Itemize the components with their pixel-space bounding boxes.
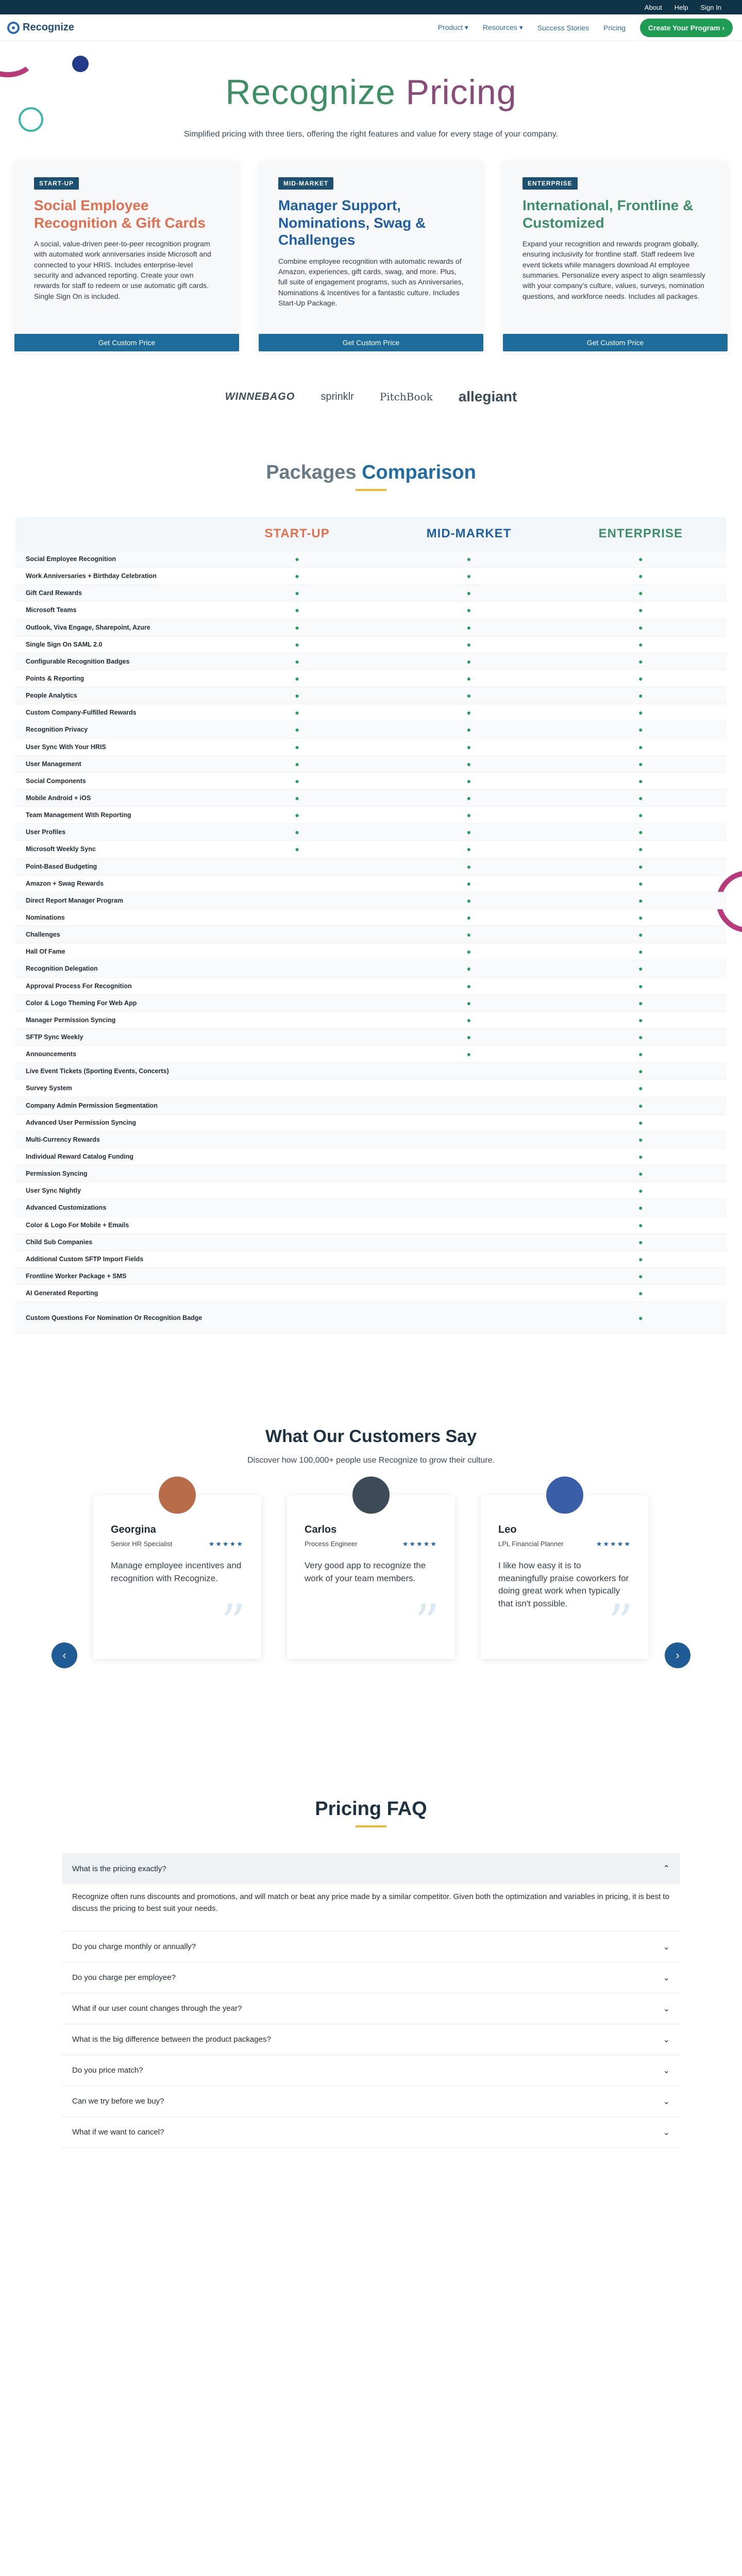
faq-title: Pricing FAQ xyxy=(315,1798,427,1820)
check-dot-icon: ● xyxy=(638,1084,643,1093)
check-dot-icon: ● xyxy=(466,742,471,751)
check-dot-icon: ● xyxy=(466,555,471,564)
testimonial-quote: Manage employee incentives and recognition with Recognize. xyxy=(111,1561,242,1583)
check-dot-icon: ● xyxy=(295,674,299,683)
table-row xyxy=(15,1080,727,1097)
avatar xyxy=(544,1475,585,1516)
carousel-prev-button[interactable]: ‹ xyxy=(52,1642,77,1668)
pricing-tiers xyxy=(0,161,742,351)
table-row xyxy=(15,790,727,807)
feature-name: Announcements xyxy=(26,1050,76,1058)
check-dot-icon: ● xyxy=(295,691,299,700)
main-nav xyxy=(0,14,742,41)
chevron-down-icon: ⌄ xyxy=(663,2004,670,2013)
check-dot-icon: ● xyxy=(295,623,299,632)
check-dot-icon: ● xyxy=(638,811,643,820)
check-dot-icon: ● xyxy=(466,896,471,905)
check-dot-icon: ● xyxy=(638,1135,643,1144)
check-dot-icon: ● xyxy=(638,1313,643,1322)
check-dot-icon: ● xyxy=(466,725,471,734)
table-row xyxy=(15,756,727,773)
faq-question-text: Do you price match? xyxy=(72,2066,143,2075)
table-row xyxy=(15,670,727,687)
recognize-logo[interactable] xyxy=(7,22,74,34)
check-dot-icon: ● xyxy=(638,1255,643,1263)
utility-bar xyxy=(0,0,742,14)
check-dot-icon: ● xyxy=(638,913,643,922)
get-custom-price-button[interactable]: Get Custom Price xyxy=(503,334,728,351)
check-dot-icon: ● xyxy=(638,828,643,837)
check-dot-icon: ● xyxy=(466,623,471,632)
tier-badge: START-UP xyxy=(34,177,79,190)
check-dot-icon: ● xyxy=(638,930,643,939)
feature-name: Configurable Recognition Badges xyxy=(26,657,130,665)
rating-stars: ★★★★★ xyxy=(208,1540,244,1548)
table-row xyxy=(15,602,727,619)
check-dot-icon: ● xyxy=(466,930,471,939)
check-dot-icon: ● xyxy=(638,623,643,632)
table-row xyxy=(15,978,727,995)
check-dot-icon: ● xyxy=(638,1289,643,1298)
faq-question-text: Do you charge per employee? xyxy=(72,1973,176,1982)
check-dot-icon: ● xyxy=(638,572,643,581)
check-dot-icon: ● xyxy=(466,879,471,888)
check-dot-icon: ● xyxy=(638,708,643,717)
check-dot-icon: ● xyxy=(466,776,471,785)
table-row xyxy=(15,1199,727,1216)
table-row xyxy=(15,875,727,892)
tier-card xyxy=(503,161,728,351)
feature-name: Frontline Worker Package + SMS xyxy=(26,1272,127,1280)
check-dot-icon: ● xyxy=(638,589,643,598)
quote-mark-icon: ” xyxy=(414,1594,440,1652)
check-dot-icon: ● xyxy=(638,1118,643,1127)
check-dot-icon: ● xyxy=(295,657,299,666)
feature-name: Point-Based Budgeting xyxy=(26,862,97,870)
client-logo-winnebago: WINNEBAGO xyxy=(225,391,295,402)
check-dot-icon: ● xyxy=(638,964,643,973)
chevron-down-icon: ⌄ xyxy=(663,2035,670,2044)
feature-name: Recognition Privacy xyxy=(26,726,88,734)
check-dot-icon: ● xyxy=(466,913,471,922)
check-dot-icon: ● xyxy=(638,691,643,700)
faq-question-text: Can we try before we buy? xyxy=(72,2097,164,2106)
table-row xyxy=(15,1131,727,1148)
check-dot-icon: ● xyxy=(466,964,471,973)
feature-name: Social Employee Recognition xyxy=(26,555,116,563)
faq-question[interactable] xyxy=(62,1993,680,2024)
nav-pricing[interactable]: Pricing xyxy=(603,23,626,32)
col-enterprise: ENTERPRISE xyxy=(598,527,683,540)
check-dot-icon: ● xyxy=(638,1170,643,1178)
table-row xyxy=(15,619,727,636)
check-dot-icon: ● xyxy=(466,1033,471,1041)
feature-name: Microsoft Teams xyxy=(26,606,77,614)
faq-question-text: Do you charge monthly or annually? xyxy=(72,1942,196,1952)
feature-name: Microsoft Weekly Sync xyxy=(26,845,96,853)
table-row xyxy=(15,739,727,756)
tier-description: A social, value-driven peer-to-peer recognition program with automated work anniversaries inside Microsoft and connected to your HRIS. Includes enterprise-level security and advanced reporting. Create your own rewards for staff to redeem or use automatic gift cards. Single Sign On is included. xyxy=(34,240,211,300)
table-row xyxy=(15,636,727,653)
comparison-table xyxy=(15,517,727,1334)
feature-name: Direct Report Manager Program xyxy=(26,896,123,904)
check-dot-icon: ● xyxy=(295,708,299,717)
table-row xyxy=(15,773,727,790)
check-dot-icon: ● xyxy=(638,674,643,683)
faq-question[interactable] xyxy=(62,2086,680,2117)
check-dot-icon: ● xyxy=(295,828,299,837)
faq-question-text: What if we want to cancel? xyxy=(72,2128,164,2137)
check-dot-icon: ● xyxy=(295,589,299,598)
reviewer-role: LPL Financial Planner xyxy=(498,1540,564,1548)
faq-question-text: What if our user count changes through the year? xyxy=(72,2004,242,2013)
tier-card xyxy=(259,161,483,351)
chevron-down-icon: ⌄ xyxy=(663,2128,670,2137)
check-dot-icon: ● xyxy=(466,828,471,837)
rating-stars: ★★★★★ xyxy=(596,1540,631,1548)
faq-question-text: What is the pricing exactly? xyxy=(72,1864,166,1873)
table-row xyxy=(15,653,727,670)
table-row xyxy=(15,1012,727,1029)
tier-description: Expand your recognition and rewards program globally, ensuring inclusivity for frontline staff. Staff redeem live event tickets while managers download AI employee summaries. Personalize every aspect to align seamlessly with your company's culture, values, surveys, nomination questions, and workforce needs. Includes all packages. xyxy=(522,240,705,300)
table-row xyxy=(15,858,727,875)
check-dot-icon: ● xyxy=(466,691,471,700)
client-logo-pitchbook: PitchBook xyxy=(379,391,433,403)
feature-name: Social Components xyxy=(26,777,86,785)
check-dot-icon: ● xyxy=(638,606,643,615)
faq-question[interactable] xyxy=(62,1931,680,1962)
hero-section xyxy=(0,41,742,139)
feature-name: Outlook, Viva Engage, Sharepoint, Azure xyxy=(26,623,150,631)
check-dot-icon: ● xyxy=(638,1050,643,1059)
reviewer-role: Process Engineer xyxy=(305,1540,358,1548)
page-title: Recognize Pricing xyxy=(225,73,517,112)
reviewer-name: Carlos xyxy=(305,1524,337,1536)
table-row xyxy=(15,568,727,585)
check-dot-icon: ● xyxy=(466,845,471,854)
faq-title-underline xyxy=(356,1825,386,1827)
table-row xyxy=(15,1234,727,1251)
title-underline xyxy=(356,489,386,491)
check-dot-icon: ● xyxy=(638,640,643,649)
col-midmarket: MID-MARKET xyxy=(426,527,512,540)
table-row xyxy=(15,1114,727,1131)
chevron-down-icon: ⌄ xyxy=(663,2066,670,2075)
chevron-up-icon: ⌃ xyxy=(663,1865,670,1874)
check-dot-icon: ● xyxy=(638,555,643,564)
tier-badge: ENTERPRISE xyxy=(522,177,578,190)
table-row xyxy=(15,960,727,977)
check-dot-icon: ● xyxy=(638,725,643,734)
deco-dot-navy xyxy=(72,56,89,72)
check-dot-icon: ● xyxy=(466,759,471,768)
table-row xyxy=(15,1268,727,1285)
feature-name: Custom Questions For Nomination Or Recognition Badge xyxy=(26,1314,203,1321)
faq-question[interactable] xyxy=(62,2117,680,2148)
check-dot-icon: ● xyxy=(638,896,643,905)
reviewer-role: Senior HR Specialist xyxy=(111,1540,173,1548)
reviewer-meta xyxy=(111,1540,244,1548)
tier-card xyxy=(14,161,239,351)
table-row xyxy=(15,841,727,858)
faq-list xyxy=(62,1853,680,2148)
reviewer-name: Georgina xyxy=(111,1524,156,1536)
check-dot-icon: ● xyxy=(638,759,643,768)
table-row xyxy=(15,943,727,960)
feature-name: Points & Reporting xyxy=(26,675,85,683)
table-row xyxy=(15,721,727,738)
about-link[interactable]: About xyxy=(644,3,662,11)
logo-text: Recognize xyxy=(23,22,75,33)
table-row xyxy=(15,687,727,704)
feature-name: Advanced User Permission Syncing xyxy=(26,1118,136,1126)
feature-name: User Profiles xyxy=(26,828,66,836)
check-dot-icon: ● xyxy=(295,572,299,581)
check-dot-icon: ● xyxy=(466,674,471,683)
feature-name: Gift Card Rewards xyxy=(26,589,82,597)
faq-question[interactable] xyxy=(62,2055,680,2086)
feature-name: Permission Syncing xyxy=(26,1170,88,1178)
check-dot-icon: ● xyxy=(466,947,471,956)
get-custom-price-button[interactable]: Get Custom Price xyxy=(259,334,483,351)
check-dot-icon: ● xyxy=(466,708,471,717)
reviewer-meta xyxy=(305,1540,437,1548)
feature-name: Multi-Currency Rewards xyxy=(26,1136,100,1143)
check-dot-icon: ● xyxy=(638,1067,643,1076)
table-row xyxy=(15,807,727,824)
feature-name: Single Sign On SAML 2.0 xyxy=(26,640,103,648)
feature-name: Approval Process For Recognition xyxy=(26,982,132,990)
feature-name: Live Event Tickets (Sporting Events, Concerts) xyxy=(26,1067,169,1075)
table-row xyxy=(15,1216,727,1233)
quote-mark-icon: ” xyxy=(220,1594,246,1652)
feature-name: User Sync With Your HRIS xyxy=(26,743,106,751)
check-dot-icon: ● xyxy=(638,998,643,1007)
table-row xyxy=(15,1285,727,1302)
client-logo-allegiant: allegiant xyxy=(458,388,517,404)
table-row xyxy=(15,1097,727,1114)
check-dot-icon: ● xyxy=(638,1221,643,1229)
check-dot-icon: ● xyxy=(295,606,299,615)
check-dot-icon: ● xyxy=(466,862,471,871)
feature-name: Child Sub Companies xyxy=(26,1238,93,1246)
check-dot-icon: ● xyxy=(638,947,643,956)
check-dot-icon: ● xyxy=(638,794,643,803)
feature-name: Color & Logo Theming For Web App xyxy=(26,999,137,1007)
nav-success-stories[interactable]: Success Stories xyxy=(537,23,589,32)
faq-answer: Recognize often runs discounts and promotions, and will match or beat any price made by a similar competitor. Given both the optimization and variables in pricing, it is best to discuss the pricing to best suit your needs. xyxy=(62,1884,680,1931)
feature-name: Manager Permission Syncing xyxy=(26,1016,116,1024)
check-dot-icon: ● xyxy=(638,1238,643,1246)
check-dot-icon: ● xyxy=(638,1204,643,1212)
testimonial-quote: I like how easy it is to meaningfully praise coworkers for doing great work when typically that isn't possible. xyxy=(498,1561,629,1609)
sign-in-link[interactable]: Sign In xyxy=(700,3,721,11)
table-row xyxy=(15,1165,727,1182)
feature-name: Mobile Android + iOS xyxy=(26,794,91,802)
create-program-button[interactable]: Create Your Program › xyxy=(640,19,733,37)
feature-name: User Management xyxy=(26,760,81,768)
feature-name: Custom Company-Fulfilled Rewards xyxy=(26,709,137,717)
check-dot-icon: ● xyxy=(295,845,299,854)
check-dot-icon: ● xyxy=(466,1015,471,1024)
table-header xyxy=(15,517,727,551)
check-dot-icon: ● xyxy=(466,657,471,666)
check-dot-icon: ● xyxy=(638,981,643,990)
table-row xyxy=(15,824,727,841)
check-dot-icon: ● xyxy=(638,1152,643,1161)
feature-name: Work Anniversaries + Birthday Celebration xyxy=(26,572,157,580)
feature-name: Nominations xyxy=(26,914,65,922)
check-dot-icon: ● xyxy=(466,998,471,1007)
check-dot-icon: ● xyxy=(638,1101,643,1110)
client-logo-sprinklr: sprinklr xyxy=(321,391,354,402)
check-dot-icon: ● xyxy=(295,640,299,649)
client-logos xyxy=(0,388,742,405)
tier-badge: MID-MARKET xyxy=(278,177,333,190)
hero-subtitle: Simplified pricing with three tiers, offering the right features and value for every stage of your company. xyxy=(184,130,558,139)
check-dot-icon: ● xyxy=(466,1050,471,1059)
table-row xyxy=(15,1148,727,1165)
feature-name: Recognition Delegation xyxy=(26,965,98,973)
check-dot-icon: ● xyxy=(638,657,643,666)
chevron-down-icon: ⌄ xyxy=(663,2097,670,2106)
check-dot-icon: ● xyxy=(466,811,471,820)
table-row xyxy=(15,704,727,721)
feature-name: Additional Custom SFTP Import Fields xyxy=(26,1255,144,1263)
feature-name: AI Generated Reporting xyxy=(26,1290,98,1297)
faq-question[interactable] xyxy=(62,1962,680,1993)
feature-name: Company Admin Permission Segmentation xyxy=(26,1101,158,1109)
table-row xyxy=(15,909,727,926)
table-row xyxy=(15,995,727,1012)
testimonial-carousel xyxy=(0,1495,742,1662)
check-dot-icon: ● xyxy=(638,776,643,785)
check-dot-icon: ● xyxy=(295,794,299,803)
recognize-logo-icon xyxy=(7,22,20,34)
check-dot-icon: ● xyxy=(295,742,299,751)
feature-name: Challenges xyxy=(26,931,60,939)
check-dot-icon: ● xyxy=(638,879,643,888)
check-dot-icon: ● xyxy=(466,589,471,598)
feature-name: Advanced Customizations xyxy=(26,1204,107,1212)
feature-name: People Analytics xyxy=(26,692,77,700)
feature-name: Team Management With Reporting xyxy=(26,811,131,819)
table-row xyxy=(15,1029,727,1046)
quote-mark-icon: ” xyxy=(608,1594,633,1652)
check-dot-icon: ● xyxy=(638,1033,643,1041)
check-dot-icon: ● xyxy=(466,640,471,649)
chevron-down-icon: ⌄ xyxy=(663,1942,670,1952)
faq-question[interactable] xyxy=(62,2024,680,2055)
table-row xyxy=(15,1046,727,1063)
comparison-title: Packages Comparison xyxy=(266,462,476,483)
check-dot-icon: ● xyxy=(638,742,643,751)
tier-title: Social Employee Recognition & Gift Cards xyxy=(34,197,206,231)
check-dot-icon: ● xyxy=(466,794,471,803)
table-row xyxy=(15,892,727,909)
check-dot-icon: ● xyxy=(638,1187,643,1195)
feature-name: Survey System xyxy=(26,1084,72,1092)
check-dot-icon: ● xyxy=(638,1272,643,1280)
carousel-next-button[interactable]: › xyxy=(665,1642,690,1668)
check-dot-icon: ● xyxy=(638,862,643,871)
deco-ring-teal xyxy=(19,107,43,132)
table-row xyxy=(15,1251,727,1268)
help-link[interactable]: Help xyxy=(674,3,688,11)
feature-name: Individual Reward Catalog Funding xyxy=(26,1153,134,1160)
testimonial-card xyxy=(481,1495,649,1659)
feature-name: Hall Of Fame xyxy=(26,948,65,956)
check-dot-icon: ● xyxy=(466,572,471,581)
testimonial-quote: Very good app to recognize the work of your team members. xyxy=(305,1561,426,1583)
testimonial-card xyxy=(93,1495,261,1659)
avatar xyxy=(157,1475,198,1516)
col-startup: START-UP xyxy=(264,527,330,540)
check-dot-icon: ● xyxy=(466,981,471,990)
check-dot-icon: ● xyxy=(295,725,299,734)
get-custom-price-button[interactable]: Get Custom Price xyxy=(14,334,239,351)
feature-name: Amazon + Swag Rewards xyxy=(26,879,104,887)
check-dot-icon: ● xyxy=(295,811,299,820)
table-row xyxy=(15,926,727,943)
table-row xyxy=(15,1302,727,1334)
table-row xyxy=(15,1182,727,1199)
chevron-down-icon: ⌄ xyxy=(663,1973,670,1982)
table-row xyxy=(15,551,727,568)
check-dot-icon: ● xyxy=(466,606,471,615)
testimonial-card xyxy=(287,1495,455,1659)
nav-product[interactable]: Product ▾ xyxy=(437,23,468,31)
feature-name: Color & Logo For Mobile + Emails xyxy=(26,1221,129,1229)
faq-question[interactable] xyxy=(62,1853,680,1884)
testimonials-title: What Our Customers Say xyxy=(265,1427,477,1447)
tier-description: Combine employee recognition with automatic rewards of Amazon, experiences, gift cards, swag, and more. Plus, full suite of engagement programs, such as Anniversaries, Nominations & Incentives for a fantastic culture. Includes Start-Up Package. xyxy=(278,257,464,307)
check-dot-icon: ● xyxy=(295,776,299,785)
avatar xyxy=(350,1475,392,1516)
feature-name: User Sync Nightly xyxy=(26,1187,81,1195)
reviewer-name: Leo xyxy=(498,1524,517,1536)
reviewer-meta xyxy=(498,1540,631,1548)
testimonials-subtitle: Discover how 100,000+ people use Recognize to grow their culture. xyxy=(247,1456,495,1465)
rating-stars: ★★★★★ xyxy=(402,1540,437,1548)
check-dot-icon: ● xyxy=(638,845,643,854)
table-row xyxy=(15,1063,727,1080)
faq-question-text: What is the big difference between the product packages? xyxy=(72,2035,271,2044)
check-dot-icon: ● xyxy=(638,1015,643,1024)
nav-resources[interactable]: Resources ▾ xyxy=(482,23,523,31)
check-dot-icon: ● xyxy=(295,555,299,564)
feature-name: SFTP Sync Weekly xyxy=(26,1033,83,1041)
tier-title: Manager Support, Nominations, Swag & Challenges xyxy=(278,197,426,248)
table-row xyxy=(15,585,727,602)
tier-title: International, Frontline & Customized xyxy=(522,197,694,231)
check-dot-icon: ● xyxy=(295,759,299,768)
